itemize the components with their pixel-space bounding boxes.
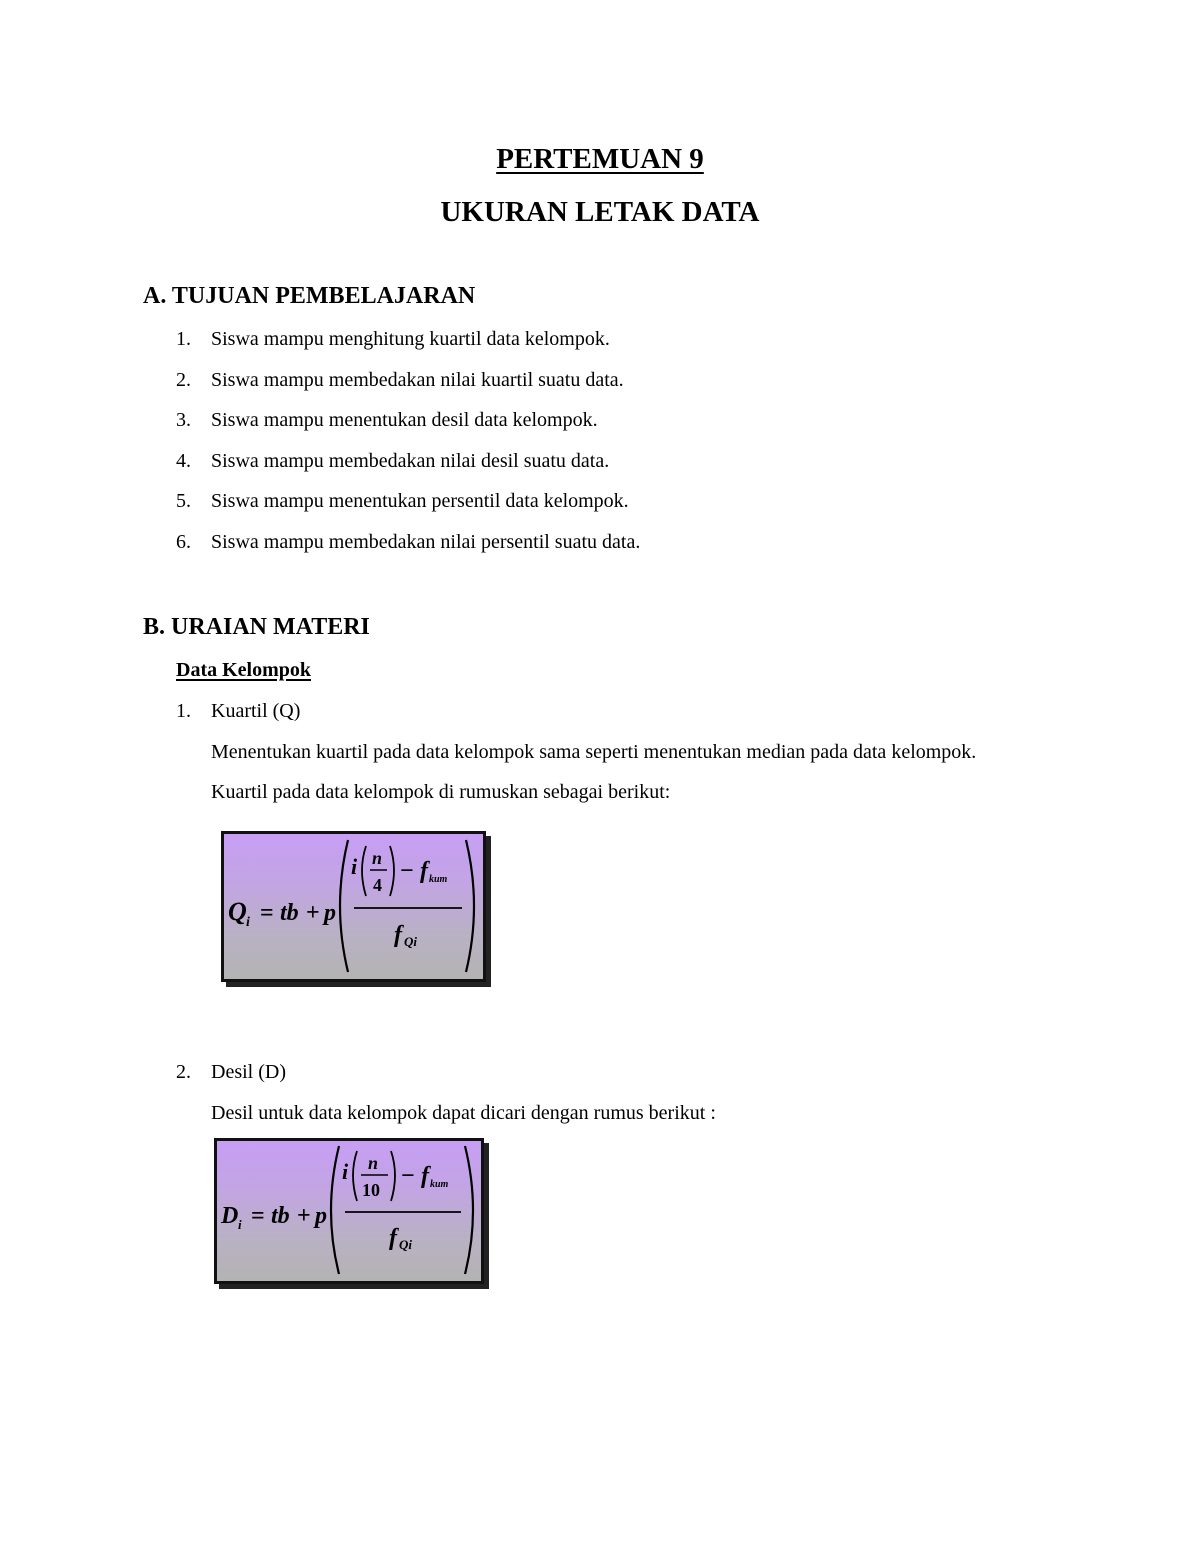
desil-formula-box xyxy=(214,1138,484,1284)
formula-lhs: Q xyxy=(228,897,247,926)
list-item xyxy=(176,409,598,432)
list-item xyxy=(176,328,610,351)
kuartil-paragraph-1: Menentukan kuartil pada data kelompok sama seperti menentukan median pada data kelompok. xyxy=(211,741,977,763)
inner-left-paren xyxy=(353,1151,357,1201)
formula-kum: kum xyxy=(429,874,448,885)
formula-minus: − xyxy=(401,1163,415,1189)
formula-denominator: 10 xyxy=(362,1180,380,1200)
formula-denominator: 4 xyxy=(373,875,382,895)
formula-i: i xyxy=(351,854,358,879)
list-item-number: 4. xyxy=(176,450,191,472)
desil-item xyxy=(176,1061,286,1084)
formula-lhs: D xyxy=(221,1203,239,1229)
left-big-paren xyxy=(340,840,348,972)
formula-plus: + xyxy=(297,1203,311,1229)
formula-fq-subscript: Qi xyxy=(399,1237,412,1252)
section-a-heading: A. TUJUAN PEMBELAJARAN xyxy=(143,283,476,309)
kuartil-number: 1. xyxy=(176,700,191,722)
list-item-number: 3. xyxy=(176,409,191,431)
list-item-number: 6. xyxy=(176,531,191,553)
list-item-number: 1. xyxy=(176,328,191,350)
list-item xyxy=(176,369,624,392)
left-big-paren xyxy=(331,1146,339,1274)
list-item xyxy=(176,450,609,473)
kuartil-formula-box xyxy=(221,831,486,982)
list-item-number: 2. xyxy=(176,369,191,391)
list-item-text: Siswa mampu menentukan desil data kelompok. xyxy=(211,409,598,431)
formula-tb: tb xyxy=(280,900,299,926)
kuartil-label: Kuartil (Q) xyxy=(211,700,301,722)
page-title xyxy=(0,143,1200,176)
list-item-text: Siswa mampu menghitung kuartil data kelompok. xyxy=(211,328,610,350)
formula-p: p xyxy=(315,1203,327,1229)
title-line-1: PERTEMUAN 9 xyxy=(496,143,704,175)
formula-fq: f xyxy=(394,922,402,948)
list-item-number: 5. xyxy=(176,490,191,512)
formula-lhs-subscript: i xyxy=(238,1217,242,1232)
list-item xyxy=(176,531,640,554)
inner-right-paren xyxy=(390,846,394,896)
desil-paragraph-1: Desil untuk data kelompok dapat dicari dengan rumus berikut : xyxy=(211,1102,716,1124)
formula-tb: tb xyxy=(271,1203,290,1229)
kuartil-paragraph-2: Kuartil pada data kelompok di rumuskan sebagai berikut: xyxy=(211,781,671,803)
formula-equals: = xyxy=(251,1203,265,1229)
formula-f: f xyxy=(420,858,428,884)
formula-plus: + xyxy=(306,900,320,926)
list-item-text: Siswa mampu membedakan nilai persentil suatu data. xyxy=(211,531,641,553)
inner-right-paren xyxy=(391,1151,395,1201)
formula-fq-subscript: Qi xyxy=(404,934,417,949)
list-item-text: Siswa mampu membedakan nilai desil suatu data. xyxy=(211,450,610,472)
formula-kum: kum xyxy=(430,1179,449,1190)
desil-formula xyxy=(217,1141,481,1281)
inner-left-paren xyxy=(362,846,366,896)
section-b-heading: B. URAIAN MATERI xyxy=(143,614,370,640)
list-item xyxy=(176,490,629,513)
data-kelompok-heading: Data Kelompok xyxy=(176,659,311,681)
formula-i: i xyxy=(342,1159,349,1184)
page-subtitle: UKURAN LETAK DATA xyxy=(440,196,760,228)
list-item-text: Siswa mampu menentukan persentil data kelompok. xyxy=(211,490,629,512)
desil-number: 2. xyxy=(176,1061,191,1083)
kuartil-formula xyxy=(224,834,483,979)
formula-lhs-subscript: i xyxy=(246,915,250,930)
formula-n: n xyxy=(372,848,383,868)
formula-minus: − xyxy=(400,858,414,884)
formula-f: f xyxy=(421,1163,429,1189)
right-big-paren xyxy=(466,840,474,972)
list-item-text: Siswa mampu membedakan nilai kuartil suatu data. xyxy=(211,369,624,391)
formula-p: p xyxy=(324,900,336,926)
kuartil-item xyxy=(176,700,300,723)
formula-fq: f xyxy=(389,1225,397,1251)
right-big-paren xyxy=(465,1146,473,1274)
formula-n: n xyxy=(368,1153,379,1173)
desil-label: Desil (D) xyxy=(211,1061,286,1083)
formula-equals: = xyxy=(260,900,274,926)
